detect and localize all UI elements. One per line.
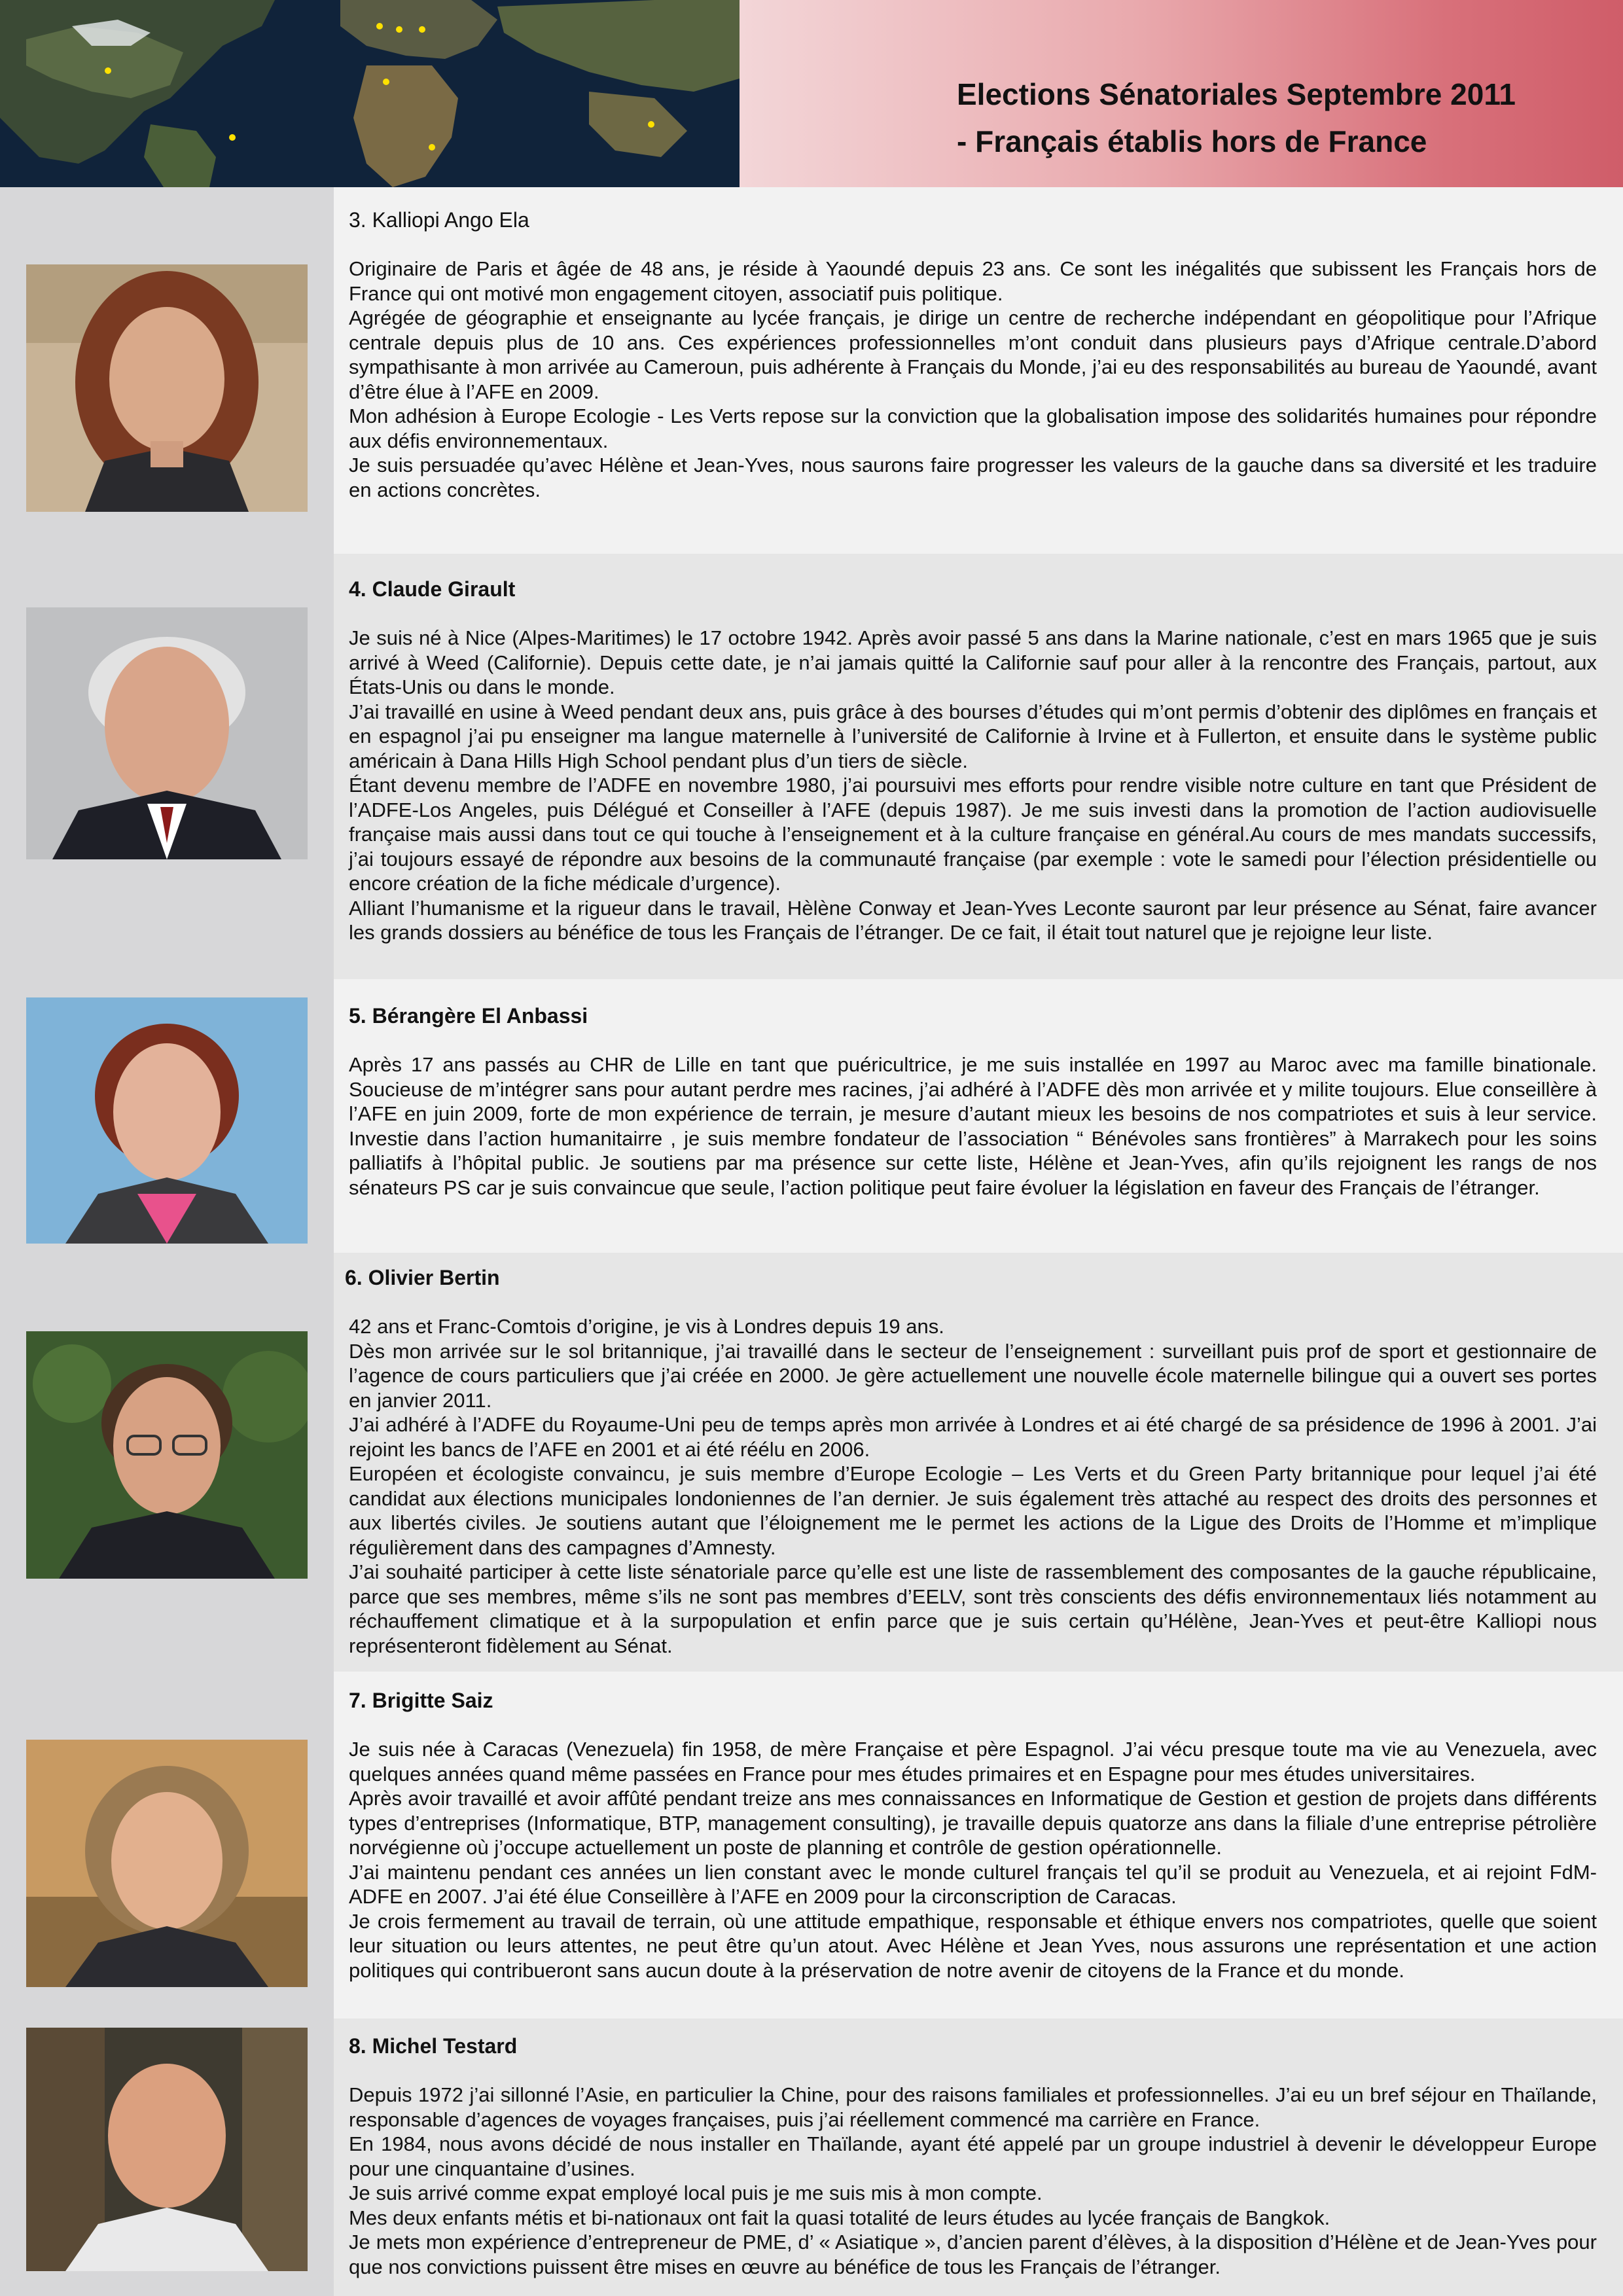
bio-paragraph: Mes deux enfants métis et bi-nationaux ont fait la quasi totalité de leurs études au lycée français de Bangkok. — [349, 2206, 1330, 2229]
bio-paragraph: Agrégée de géographie et enseignante au lycée français, je dirige un centre de recherche indépendant en géopolitique pour l’Afrique centrale depuis plus de 10 ans. Ces expériences professionnelles m’ont conduit dans plusieurs pays d’Afrique centrale.D’abord sympathisante à mon arrivée au Cameroun, puis adhérente à Français du Monde, j’ai eu des responsabilités au bureau de Yaoundé, avant d’être élue à l’AFE en 2009. — [349, 306, 1597, 403]
candidate-section-6 — [334, 1253, 1623, 1672]
candidate-bio — [349, 257, 1597, 502]
portrait-man-bald-smiling-icon — [26, 2028, 308, 2271]
bio-paragraph: 42 ans et Franc-Comtois d’origine, je vis à Londres depuis 19 ans. — [349, 1315, 944, 1338]
candidate-photo-7 — [26, 1740, 308, 1987]
page-title — [957, 71, 1516, 165]
bio-paragraph: Mon adhésion à Europe Ecologie - Les Verts repose sur la conviction que la globalisation impose des solidarités humaines pour répondre aux défis environnementaux. — [349, 404, 1597, 452]
bio-paragraph: Européen et écologiste convaincu, je suis membre d’Europe Ecologie – Les Verts et du Green Party britannique pour lequel j’ai été candidat aux élections municipales londoniennes de l’an dernier. Je suis également très attaché au respect des droits des personnes et aux libertés civiles. Je soutiens autant que l’éloignement me le permet les actions de la Ligue des Droits de l’Homme et m’implique régulièrement dans des campagnes d’Amnesty. — [349, 1462, 1597, 1559]
candidate-bio — [349, 2083, 1597, 2279]
bio-paragraph: Je suis né à Nice (Alpes-Maritimes) le 17 octobre 1942. Après avoir passé 5 ans dans la Marine nationale, c’est en mars 1965 que je suis arrivé à Weed (Californie). Depuis cette date, je n’ai jamais quitté la Californie sauf pour aller à la rencontre des Français, partout, aux États-Unis ou dans le monde. — [349, 626, 1597, 698]
bio-paragraph: Je suis persuadée qu’avec Hélène et Jean-Yves, nous saurons faire progresser les valeurs de la gauche dans sa diversité et les traduire en actions concrètes. — [349, 454, 1597, 501]
bio-paragraph: Dès mon arrivée sur le sol britannique, j’ai travaillé dans le secteur de l’enseignement : surveillant puis prof de sport et gestionnaire de l’agence de cours particuliers que j’ai créée en 2000. Je gère actuellement une nouvelle école maternelle bilingue qui a ouvert ses portes en janvier 2011. — [349, 1339, 1597, 1412]
world-map-image — [0, 0, 740, 187]
portrait-man-grey-hair-suit-icon — [26, 607, 308, 859]
candidate-section-7 — [334, 1672, 1623, 2018]
candidate-bio — [349, 626, 1597, 945]
bio-paragraph: Alliant l’humanisme et la rigueur dans le travail, Hèlène Conway et Jean-Yves Leconte sauront par leur présence au Sénat, faire avancer les grands dossiers au bénéfice de tous les Français de l’étranger. De ce fait, il était tout naturel que je rejoigne leur liste. — [349, 896, 1597, 944]
portrait-woman-blonde-bob-icon — [26, 1740, 308, 1987]
bio-paragraph: Originaire de Paris et âgée de 48 ans, je réside à Yaoundé depuis 23 ans. Ce sont les inégalités que subissent les Français hors de France qui ont motivé mon engagement citoyen, associatif puis politique. — [349, 257, 1597, 305]
candidate-photo-8 — [26, 2028, 308, 2271]
header — [0, 0, 1623, 187]
world-map-icon — [0, 0, 740, 187]
portrait-woman-dark-hair-icon — [26, 264, 308, 512]
bio-paragraph: J’ai travaillé en usine à Weed pendant deux ans, puis grâce à des bourses d’études qui m’ont permis d’obtenir des diplômes en français et en espagnol j’ai pu enseigner ma langue maternelle à l’université de Californie à Irvine et à Fullerton, et ensuite dans le système public américain à Dana Hills High School pendant plus d’un tiers de siècle. — [349, 700, 1597, 772]
bio-paragraph: J’ai maintenu pendant ces années un lien constant avec le monde culturel français tel qu’il se produit au Venezuela, et ai rejoint FdM-ADFE en 2007. J’ai été élue Conseillère à l’AFE en 2009 pour la circonscription de Caracas. — [349, 1860, 1597, 1908]
candidate-bio — [349, 1052, 1597, 1200]
candidate-photo-4 — [26, 607, 308, 859]
bio-paragraph: Je crois fermement au travail de terrain, où une attitude empathique, responsable et éthique envers nos compatriotes, quelle que soient leur situation ou leurs attentes, ne peut être qu’un atout. Avec Hélène et Jean Yves, nous assurons une représentation et une action politiques qui contribueront sans aucun doute à la préservation de notre avenir de citoyens de la France et du monde. — [349, 1909, 1597, 1982]
bio-paragraph: Étant devenu membre de l’ADFE en novembre 1980, j’ai poursuivi mes efforts pour rendre visible notre culture en tant que Président de l’ADFE-Los Angeles, puis Délégué et Conseiller à l’AFE (depuis 1987). Je me suis investi dans la promotion de l’action audiovisuelle française mais aussi dans tout ce qui touche à l’enseignement et à la culture française en général.Au cours de mes mandats successifs, j’ai toujours essayé de répondre aux besoins de la communauté française (par exemple : vote le samedi pour l’élection présidentielle ou encore création de la fiche médicale d’urgence). — [349, 774, 1597, 895]
bio-paragraph: Depuis 1972 j’ai sillonné l’Asie, en particulier la Chine, pour des raisons familiales et professionnelles. J’ai eu un bref séjour en Thaïlande, responsable d’agences de voyages françaises, puis j’ai réellement commencé ma carrière en France. — [349, 2083, 1597, 2131]
candidate-bio — [349, 1314, 1597, 1658]
bio-paragraph: Après 17 ans passés au CHR de Lille en tant que puéricultrice, je me suis installée en 1997 au Maroc avec ma famille binationale. Soucieuse de m’intégrer sans pour autant perdre mes racines, j’ai adhéré à l’ADFE dès mon arrivée et y milite toujours. Elue conseillère à l’AFE en juin 2009, forte de mon expérience de terrain, je mesure d’autant mieux les besoins de nos compatriotes et suis à leur service. Investie dans l’action humanitairre , je suis membre fondateur de l’association “ Bénévoles sans frontières” à Marrakech pour les soins palliatifs à l’hôpital public. Je soutiens par ma présence sur cette liste, Hélène et Jean-Yves, afin qu’ils rejoignent les rangs de nos sénateurs PS car je suis convaincue que seule, l’action politique peut faire évoluer la législation en faveur des Français de l’étranger. — [349, 1053, 1597, 1199]
bio-paragraph: Je mets mon expérience d’entrepreneur de PME, d’ « Asiatique », d’ancien parent d’élèves, à la disposition d’Hélène et de Jean-Yves pour que nos convictions puissent être mises en œuvre au bénéfice de tous les Français de l’étranger. — [349, 2231, 1597, 2278]
candidate-photo-3 — [26, 264, 308, 512]
bio-paragraph: En 1984, nous avons décidé de nous installer en Thaïlande, ayant été appelé par un groupe industriel à devenir le développeur Europe pour une cinquantaine d’usines. — [349, 2132, 1597, 2180]
bio-paragraph: J’ai souhaité participer à cette liste sénatoriale parce qu’elle est une liste de rassemblement des composantes de la gauche républicaine, parce que ses membres, même s’ils ne sont pas membres d’EELV, sont très conscients des défis environnementaux liés notamment au réchauffement climatique et à la surpopulation et enfin parce que je suis certain qu’Hélène, Jean-Yves et peut-être Kalliopi nous représenteront fidèlement au Sénat. — [349, 1560, 1597, 1657]
bio-paragraph: J’ai adhéré à l’ADFE du Royaume-Uni peu de temps après mon arrivée à Londres et ai été chargé de sa présidence de 1996 à 2001. J’ai rejoint les bancs de l’AFE en 2001 et ai été réélu en 2006. — [349, 1413, 1597, 1461]
candidate-section-4 — [334, 554, 1623, 979]
portrait-man-glasses-icon — [26, 1331, 308, 1579]
candidate-name: 6. Olivier Bertin — [345, 1266, 500, 1289]
title-line-2: - Français établis hors de France — [957, 124, 1427, 158]
candidate-name: 8. Michel Testard — [349, 2034, 518, 2058]
bio-paragraph: Je suis arrivé comme expat employé local puis je me suis mis à mon compte. — [349, 2181, 1043, 2204]
title-line-1: Elections Sénatoriales Septembre 2011 — [957, 77, 1516, 111]
candidate-section-8 — [334, 2018, 1623, 2296]
bio-paragraph: Après avoir travaillé et avoir affûté pendant treize ans mes connaissances en Informatique de Gestion et gestion de projets dans différents types d’entreprises (Informatique, BTP, management consulting), je travaille depuis quatorze ans dans la filiale d’une entreprise pétrolière norvégienne où j’occupe actuellement un poste de planning et contrôle de gestion opérationnelle. — [349, 1787, 1597, 1859]
portrait-woman-short-red-hair-icon — [26, 997, 308, 1244]
bio-paragraph: Je suis née à Caracas (Venezuela) fin 1958, de mère Française et père Espagnol. J’ai vécu presque toute ma vie au Venezuela, avec quelques années quand même passées en France pour mes études primaires et en Espagne pour mes études universitaires. — [349, 1738, 1597, 1785]
candidate-name: 3. Kalliopi Ango Ela — [349, 208, 529, 232]
candidate-section-5 — [334, 979, 1623, 1253]
candidate-name: 4. Claude Girault — [349, 577, 516, 601]
candidate-name: 7. Brigitte Saiz — [349, 1689, 493, 1712]
candidate-section-3 — [334, 187, 1623, 554]
candidate-name: 5. Bérangère El Anbassi — [349, 1004, 588, 1028]
candidate-photo-6 — [26, 1331, 308, 1579]
candidate-photo-5 — [26, 997, 308, 1244]
candidate-bio — [349, 1737, 1597, 1982]
